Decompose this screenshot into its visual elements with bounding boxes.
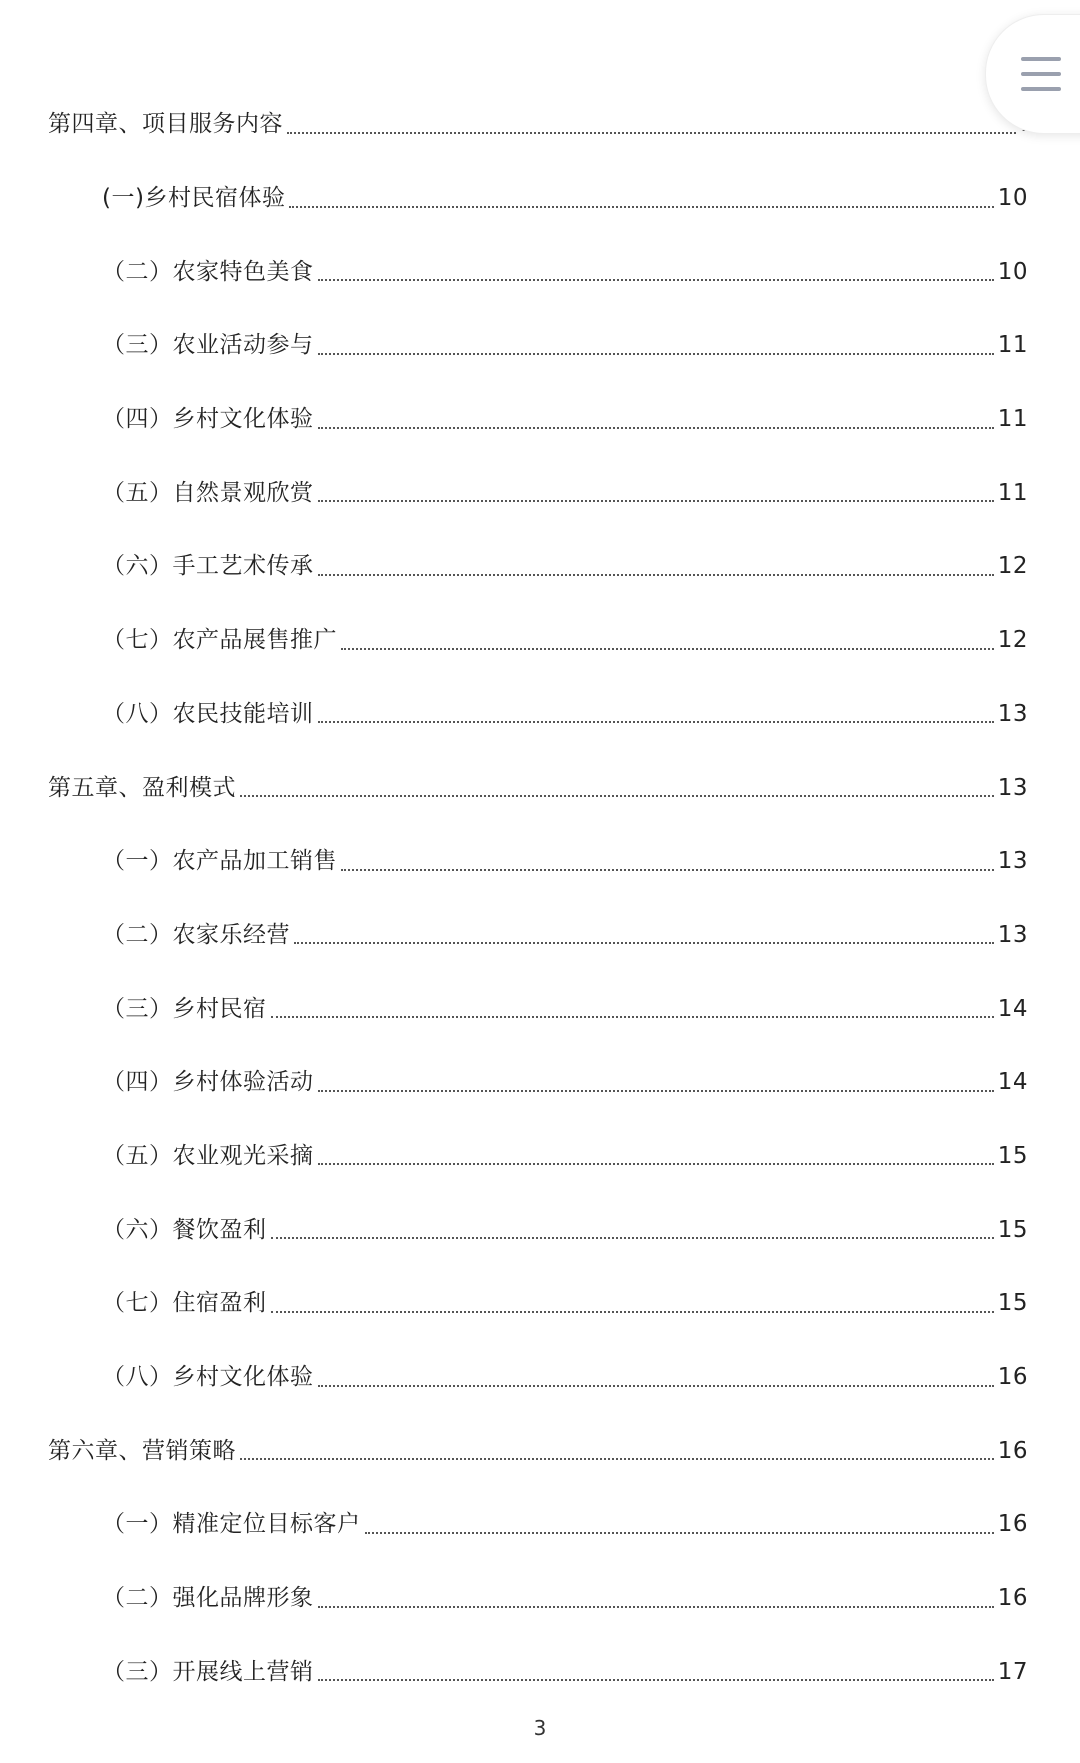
toc-dot-leader — [271, 1235, 994, 1239]
toc-entry-page: 11 — [997, 332, 1028, 359]
page-number: 3 — [533, 1716, 547, 1740]
toc-entry-page: 16 — [997, 1364, 1028, 1391]
toc-entry-label: （三）乡村民宿 — [102, 995, 267, 1022]
toc-section-row[interactable] — [48, 530, 1028, 604]
toc-section-row[interactable] — [48, 1193, 1028, 1267]
toc-entry-label: （一）农产品加工销售 — [102, 848, 337, 875]
toc-entry-page: 15 — [997, 1290, 1028, 1317]
toc-entry-label: 第五章、盈利模式 — [48, 774, 236, 801]
toc-dot-leader — [318, 498, 994, 502]
toc-dot-leader — [271, 1014, 994, 1018]
toc-section-row[interactable] — [48, 899, 1028, 973]
toc-dot-leader — [287, 130, 1016, 134]
toc-entry-page: 16 — [997, 1511, 1028, 1538]
toc-section-row[interactable] — [48, 604, 1028, 678]
toc-dot-leader — [318, 1161, 994, 1165]
toc-dot-leader — [365, 1530, 994, 1534]
toc-chapter-row[interactable] — [48, 88, 1028, 162]
toc-dot-leader — [318, 277, 994, 281]
toc-section-row[interactable] — [48, 972, 1028, 1046]
toc-entry-label: 第四章、项目服务内容 — [48, 111, 283, 138]
toc-dot-leader — [294, 940, 994, 944]
table-of-contents — [48, 88, 1028, 1709]
toc-section-row[interactable] — [48, 235, 1028, 309]
toc-entry-page: 13 — [997, 774, 1028, 801]
toc-entry-page: 16 — [997, 1585, 1028, 1612]
toc-entry-page: 13 — [997, 700, 1028, 727]
toc-entry-label: （六）餐饮盈利 — [102, 1216, 267, 1243]
toc-entry-label: （六）手工艺术传承 — [102, 553, 314, 580]
toc-section-row[interactable] — [48, 1562, 1028, 1636]
toc-entry-page: 13 — [997, 848, 1028, 875]
toc-entry-label: （四）乡村体验活动 — [102, 1069, 314, 1096]
toc-dot-leader — [318, 1604, 994, 1608]
toc-entry-page: 12 — [997, 627, 1028, 654]
toc-dot-leader — [240, 1456, 994, 1460]
toc-section-row[interactable] — [48, 309, 1028, 383]
toc-entry-label: （五）农业观光采摘 — [102, 1142, 314, 1169]
toc-entry-label: （八）乡村文化体验 — [102, 1364, 314, 1391]
hamburger-menu-icon — [1021, 57, 1061, 61]
toc-dot-leader — [271, 1309, 994, 1313]
toc-dot-leader — [318, 1677, 994, 1681]
toc-dot-leader — [318, 351, 994, 355]
toc-dot-leader — [341, 867, 994, 871]
toc-section-row[interactable] — [48, 1046, 1028, 1120]
toc-entry-label: （七）农产品展售推广 — [102, 627, 337, 654]
toc-entry-label: （七）住宿盈利 — [102, 1290, 267, 1317]
toc-entry-page: 14 — [997, 995, 1028, 1022]
toc-section-row[interactable] — [48, 1635, 1028, 1709]
toc-entry-label: (一)乡村民宿体验 — [102, 185, 286, 212]
toc-section-row[interactable] — [48, 1488, 1028, 1562]
toc-entry-page: 13 — [997, 921, 1028, 948]
toc-section-row[interactable] — [48, 383, 1028, 457]
toc-entry-label: 第六章、营销策略 — [48, 1437, 236, 1464]
toc-dot-leader — [289, 204, 993, 208]
toc-section-row[interactable] — [48, 456, 1028, 530]
toc-section-row[interactable] — [48, 1267, 1028, 1341]
toc-entry-label: （四）乡村文化体验 — [102, 406, 314, 433]
toc-entry-label: （五）自然景观欣赏 — [102, 479, 314, 506]
toc-section-row[interactable] — [48, 1120, 1028, 1194]
toc-chapter-row[interactable] — [48, 1414, 1028, 1488]
toc-entry-page: 17 — [997, 1658, 1028, 1685]
toc-entry-page: 16 — [997, 1437, 1028, 1464]
toc-entry-page: 10 — [997, 185, 1028, 212]
toc-entry-page: 11 — [997, 406, 1028, 433]
toc-entry-label: （八）农民技能培训 — [102, 700, 314, 727]
toc-entry-page: 15 — [997, 1142, 1028, 1169]
toc-entry-label: （三）开展线上营销 — [102, 1658, 314, 1685]
toc-dot-leader — [240, 793, 994, 797]
toc-entry-label: （二）强化品牌形象 — [102, 1585, 314, 1612]
toc-section-row[interactable] — [48, 162, 1028, 236]
toc-chapter-row[interactable] — [48, 751, 1028, 825]
toc-section-row[interactable] — [48, 1341, 1028, 1415]
toc-entry-page: 10 — [997, 258, 1028, 285]
toc-dot-leader — [318, 425, 994, 429]
toc-dot-leader — [318, 719, 994, 723]
toc-dot-leader — [341, 646, 994, 650]
toc-dot-leader — [318, 1088, 994, 1092]
toc-entry-label: （一）精准定位目标客户 — [102, 1511, 361, 1538]
toc-section-row[interactable] — [48, 825, 1028, 899]
toc-entry-page: 12 — [997, 553, 1028, 580]
toc-entry-page: 11 — [997, 479, 1028, 506]
toc-dot-leader — [318, 572, 994, 576]
toc-entry-label: （二）农家特色美食 — [102, 258, 314, 285]
toc-entry-page: 15 — [997, 1216, 1028, 1243]
toc-entry-label: （二）农家乐经营 — [102, 921, 290, 948]
toc-section-row[interactable] — [48, 678, 1028, 752]
toc-dot-leader — [318, 1383, 994, 1387]
toc-entry-page: 14 — [997, 1069, 1028, 1096]
toc-entry-label: （三）农业活动参与 — [102, 332, 314, 359]
